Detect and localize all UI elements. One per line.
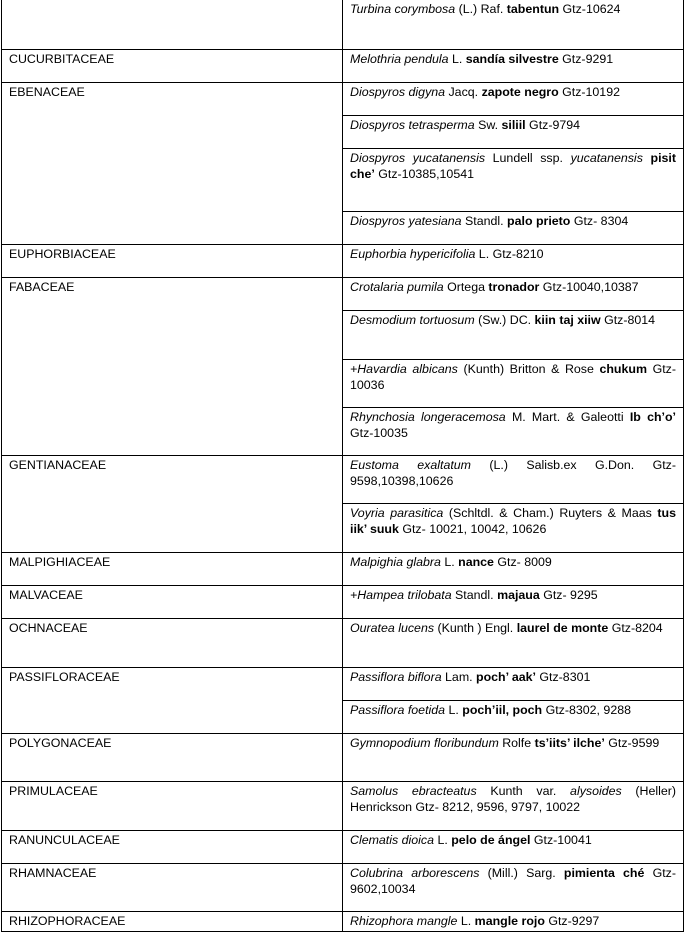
species-cell: [343, 278, 684, 311]
species-name: Rhizophora mangle: [350, 914, 458, 928]
common-name: kiin taj xiiw: [534, 313, 601, 327]
species-text: L.: [457, 914, 475, 928]
table-row: [2, 586, 684, 619]
species-text: Gtz-8301: [535, 670, 591, 684]
species-cell: [343, 504, 684, 553]
species-text: (L.) Salisb.ex G.Don. Gtz-9598,10398,10626: [350, 458, 676, 488]
species-text: Jacq.: [445, 85, 482, 99]
species-text: Gtz-9291: [558, 52, 614, 66]
species-cell: [343, 50, 684, 83]
species-name: Eustoma exaltatum: [350, 458, 471, 472]
species-cell: [343, 586, 684, 619]
species-text: Gtz-10036: [350, 362, 676, 392]
common-name: nance: [458, 555, 494, 569]
species-cell: [343, 456, 684, 504]
family-cell: [2, 0, 343, 50]
species-text: Gtz-8302, 9288: [542, 703, 631, 717]
species-name: Rhynchosia longeracemosa: [350, 410, 506, 424]
species-text: L. Gtz-8210: [475, 247, 544, 261]
species-name: Ouratea lucens: [350, 621, 435, 635]
species-name: +Hampea trilobata: [350, 588, 452, 602]
table-row: [2, 278, 684, 311]
species-text: (L.) Raf.: [455, 2, 507, 16]
species-text: Gtz-10040,10387: [539, 280, 639, 294]
species-text: Gtz- 10021, 10042, 10626: [398, 522, 547, 536]
common-name: majaua: [497, 588, 540, 602]
species-name: Desmodium tortuosum: [350, 313, 475, 327]
species-text: Standl.: [461, 214, 508, 228]
species-text: Gtz-10385,10541: [374, 167, 474, 181]
species-text: Kunth var.: [476, 784, 571, 798]
species-cell: [343, 668, 684, 701]
species-name: Diospyros tetrasperma: [350, 118, 475, 132]
table-row: [2, 83, 684, 116]
species-text: Sw.: [474, 118, 502, 132]
species-text: Gtz-9794: [525, 118, 581, 132]
common-name: tus iik’ suuk: [350, 506, 676, 536]
species-text: Gtz-10624: [559, 2, 621, 16]
family-cell: RHAMNACEAE: [2, 864, 343, 912]
species-text: Gtz- 9295: [539, 588, 598, 602]
species-name: Melothria pendula: [350, 52, 449, 66]
species-text: (Heller) Henrickson Gtz- 8212, 9596, 9797, 10022: [350, 784, 676, 814]
common-name: laurel de monte: [516, 621, 609, 635]
species-name: Samolus ebracteatus: [350, 784, 477, 798]
table-row: [2, 0, 684, 50]
table-row: [2, 619, 684, 668]
family-cell: PRIMULACEAE: [2, 782, 343, 831]
species-cell: [343, 408, 684, 456]
table-row: [2, 668, 684, 701]
species-text: Gtz-8204: [608, 621, 663, 635]
species-text: M. Mart. & Galeotti: [505, 410, 630, 424]
species-text: L.: [448, 52, 466, 66]
family-cell: GENTIANACEAE: [2, 456, 343, 553]
species-name: Turbina corymbosa: [350, 2, 456, 16]
species-text: Rolfe: [498, 736, 535, 750]
common-name: tronador: [488, 280, 540, 294]
species-text: (Mill.) Sarg.: [479, 866, 564, 880]
family-cell: MALPIGHIACEAE: [2, 553, 343, 586]
species-cell: [343, 782, 684, 831]
table-row: [2, 456, 684, 504]
species-text: Gtz-10041: [530, 833, 592, 847]
species-cell: [343, 619, 684, 668]
family-cell: POLYGONACEAE: [2, 734, 343, 782]
species-name: Passiflora biflora: [350, 670, 442, 684]
table-row: [2, 782, 684, 831]
table-row: [2, 50, 684, 83]
species-name: Gymnopodium floribundum: [350, 736, 499, 750]
species-text: Gtz-9297: [544, 914, 600, 928]
species-cell: [343, 83, 684, 116]
species-text: L.: [440, 555, 459, 569]
species-name: Diospyros yatesiana: [350, 214, 462, 228]
family-cell: MALVACEAE: [2, 586, 343, 619]
table-row: [2, 245, 684, 278]
species-text: Gtz-9602,10034: [350, 866, 676, 896]
species-table-body: [2, 0, 684, 932]
species-name: Diospyros digyna: [350, 85, 446, 99]
species-name: Diospyros yucatanensis: [350, 151, 486, 165]
species-table: [1, 0, 684, 932]
table-row: [2, 831, 684, 864]
common-name: ts’iits’ ilche’: [534, 736, 605, 750]
species-text: (Kunth ) Engl.: [434, 621, 517, 635]
common-name: mangle rojo: [474, 914, 545, 928]
species-text: Gtz-10035: [350, 426, 408, 440]
common-name: tabentun: [506, 2, 560, 16]
common-name: pimienta ché: [563, 866, 645, 880]
common-name: sandía silvestre: [465, 52, 559, 66]
species-text: L.: [434, 833, 452, 847]
species-cell: [343, 245, 684, 278]
common-name: siliil: [501, 118, 526, 132]
species-name: Malpighia glabra: [350, 555, 441, 569]
family-cell: CUCURBITACEAE: [2, 50, 343, 83]
species-cell: [343, 116, 684, 149]
family-cell: PASSIFLORACEAE: [2, 668, 343, 734]
table-row: [2, 734, 684, 782]
species-text: Ortega: [443, 280, 489, 294]
species-text: (Sw.) DC.: [474, 313, 535, 327]
species-name: Clematis dioica: [350, 833, 435, 847]
species-text: Gtz- 8009: [493, 555, 552, 569]
common-name: pelo de ángel: [451, 833, 531, 847]
species-name: Voyria parasitica: [350, 506, 444, 520]
species-name: yucatanensis: [570, 151, 643, 165]
species-text: (Schltdl. & Cham.) Ruyters & Maas: [443, 506, 658, 520]
species-cell: [343, 149, 684, 212]
species-cell: [343, 311, 684, 360]
family-cell: RHIZOPHORACEAE: [2, 912, 343, 932]
species-cell: [343, 360, 684, 408]
species-text: Standl.: [451, 588, 498, 602]
species-cell: [343, 0, 684, 50]
species-text: (Kunth) Britton & Rose: [457, 362, 600, 376]
species-cell: [343, 734, 684, 782]
family-cell: EBENACEAE: [2, 83, 343, 245]
table-row: [2, 912, 684, 932]
species-name: Colubrina arborescens: [350, 866, 480, 880]
common-name: poch’ aak’: [476, 670, 536, 684]
table-row: [2, 553, 684, 586]
species-cell: [343, 912, 684, 932]
family-cell: OCHNACEAE: [2, 619, 343, 668]
species-name: Euphorbia hypericifolia: [350, 247, 476, 261]
common-name: zapote negro: [481, 85, 559, 99]
species-text: Gtz-9599: [604, 736, 660, 750]
common-name: palo prieto: [507, 214, 571, 228]
species-text: Gtz- 8304: [570, 214, 629, 228]
species-cell: [343, 553, 684, 586]
species-cell: [343, 864, 684, 912]
species-name: Passiflora foetida: [350, 703, 446, 717]
family-cell: RANUNCULACEAE: [2, 831, 343, 864]
species-name: alysoides: [570, 784, 622, 798]
common-name: chukum: [599, 362, 647, 376]
species-name: +Havardia albicans: [350, 362, 458, 376]
species-cell: [343, 831, 684, 864]
common-name: pisit che’: [350, 151, 676, 181]
common-name: poch’iil, poch: [462, 703, 543, 717]
family-cell: EUPHORBIACEAE: [2, 245, 343, 278]
species-text: Gtz-10192: [558, 85, 620, 99]
common-name: Ib ch’o’: [629, 410, 677, 424]
table-row: [2, 864, 684, 912]
species-cell: [343, 701, 684, 734]
family-cell: FABACEAE: [2, 278, 343, 456]
species-text: [643, 151, 651, 165]
species-text: Gtz-8014: [600, 313, 656, 327]
species-cell: [343, 212, 684, 245]
species-text: L.: [445, 703, 463, 717]
species-text: Lundell ssp.: [485, 151, 571, 165]
species-text: Lam.: [441, 670, 477, 684]
species-name: Crotalaria pumila: [350, 280, 444, 294]
